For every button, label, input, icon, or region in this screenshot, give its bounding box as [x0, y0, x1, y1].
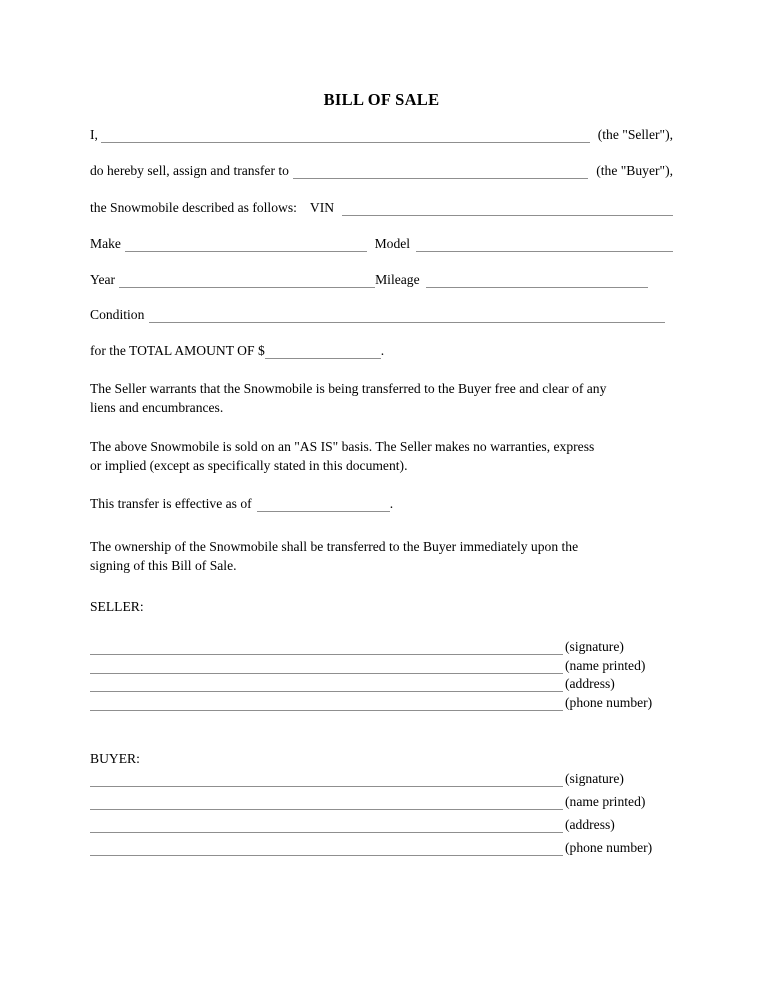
transfer-text: do hereby sell, assign and transfer to — [90, 163, 289, 178]
seller-signature-row — [90, 639, 673, 655]
buyer-phone-row — [90, 840, 673, 856]
amount-period: . — [380, 343, 385, 358]
as-is-clause — [90, 438, 673, 475]
buyer-signature-blank-line — [90, 771, 563, 787]
described-text: the Snowmobile described as follows: — [90, 200, 297, 215]
seller-name-printed-blank-line — [90, 658, 563, 674]
seller-phone-row — [90, 695, 673, 711]
as-is-clause-line2: or implied (except as specifically stated in this document). — [90, 458, 408, 474]
seller-address-row — [90, 676, 673, 692]
effective-date-row — [90, 496, 673, 512]
condition-blank-line — [149, 307, 665, 323]
seller-name-row — [90, 127, 673, 143]
document-title: BILL OF SALE — [323, 90, 440, 109]
buyer-address-label: (address) — [565, 816, 615, 832]
year-label: Year — [90, 272, 116, 287]
buyer-name-blank-line — [293, 163, 588, 179]
condition-row — [90, 307, 673, 323]
vin-row — [90, 200, 673, 216]
seller-signature-blank-line — [90, 639, 563, 655]
buyer-address-blank-line — [90, 817, 563, 833]
buyer-tag-label: (the "Buyer"), — [596, 163, 673, 178]
seller-phone-label: (phone number) — [565, 694, 653, 710]
year-mileage-row — [90, 272, 673, 288]
year-blank-line — [119, 272, 375, 288]
make-model-row — [90, 236, 673, 252]
ownership-clause-line2: signing of this Bill of Sale. — [90, 557, 237, 573]
amount-prefix: for the TOTAL AMOUNT OF $ — [90, 343, 265, 358]
buyer-signature-row — [90, 771, 673, 787]
effective-date-blank-line — [257, 496, 390, 512]
ownership-clause — [90, 538, 673, 575]
buyer-section-heading: BUYER: — [90, 750, 140, 766]
effective-date-period: . — [389, 495, 394, 511]
buyer-name-printed-row — [90, 794, 673, 810]
make-blank-line — [125, 236, 367, 252]
warranty-clause-line1: The Seller warrants that the Snowmobile is being transferred to the Buyer free and clear of any — [90, 381, 607, 396]
make-label: Make — [90, 236, 121, 251]
buyer-signature-label: (signature) — [565, 770, 624, 786]
seller-address-blank-line — [90, 676, 563, 692]
effective-date-prefix: This transfer is effective as of — [90, 495, 252, 511]
seller-name-printed-row — [90, 658, 673, 674]
buyer-name-printed-label: (name printed) — [565, 793, 646, 809]
mileage-label: Mileage — [375, 272, 420, 287]
warranty-clause-line2: liens and encumbrances. — [90, 399, 224, 415]
mileage-blank-line — [426, 272, 648, 288]
seller-signature-label: (signature) — [565, 639, 624, 655]
model-blank-line — [416, 236, 673, 252]
as-is-clause-line1: The above Snowmobile is sold on an "AS IS" basis. The Seller makes no warranties, express — [90, 439, 595, 455]
total-amount-row — [90, 343, 673, 359]
buyer-name-row — [90, 163, 673, 179]
vin-blank-line — [342, 200, 673, 216]
seller-address-label: (address) — [565, 676, 615, 692]
model-label: Model — [374, 236, 411, 251]
seller-section-heading: SELLER: — [90, 599, 144, 615]
buyer-address-row — [90, 817, 673, 833]
vin-label: VIN — [309, 200, 335, 215]
amount-blank-line — [265, 343, 381, 359]
ownership-clause-line1: The ownership of the Snowmobile shall be transferred to the Buyer immediately upon the — [90, 538, 579, 554]
seller-tag-label: (the "Seller"), — [597, 127, 673, 142]
condition-label: Condition — [90, 307, 145, 322]
seller-name-printed-label: (name printed) — [565, 657, 646, 673]
seller-phone-blank-line — [90, 695, 563, 711]
buyer-phone-label: (phone number) — [565, 839, 653, 855]
seller-name-prefix: I, — [90, 127, 98, 142]
warranty-clause — [90, 380, 673, 417]
buyer-name-printed-blank-line — [90, 794, 563, 810]
buyer-phone-blank-line — [90, 840, 563, 856]
seller-name-blank-line — [101, 127, 590, 143]
